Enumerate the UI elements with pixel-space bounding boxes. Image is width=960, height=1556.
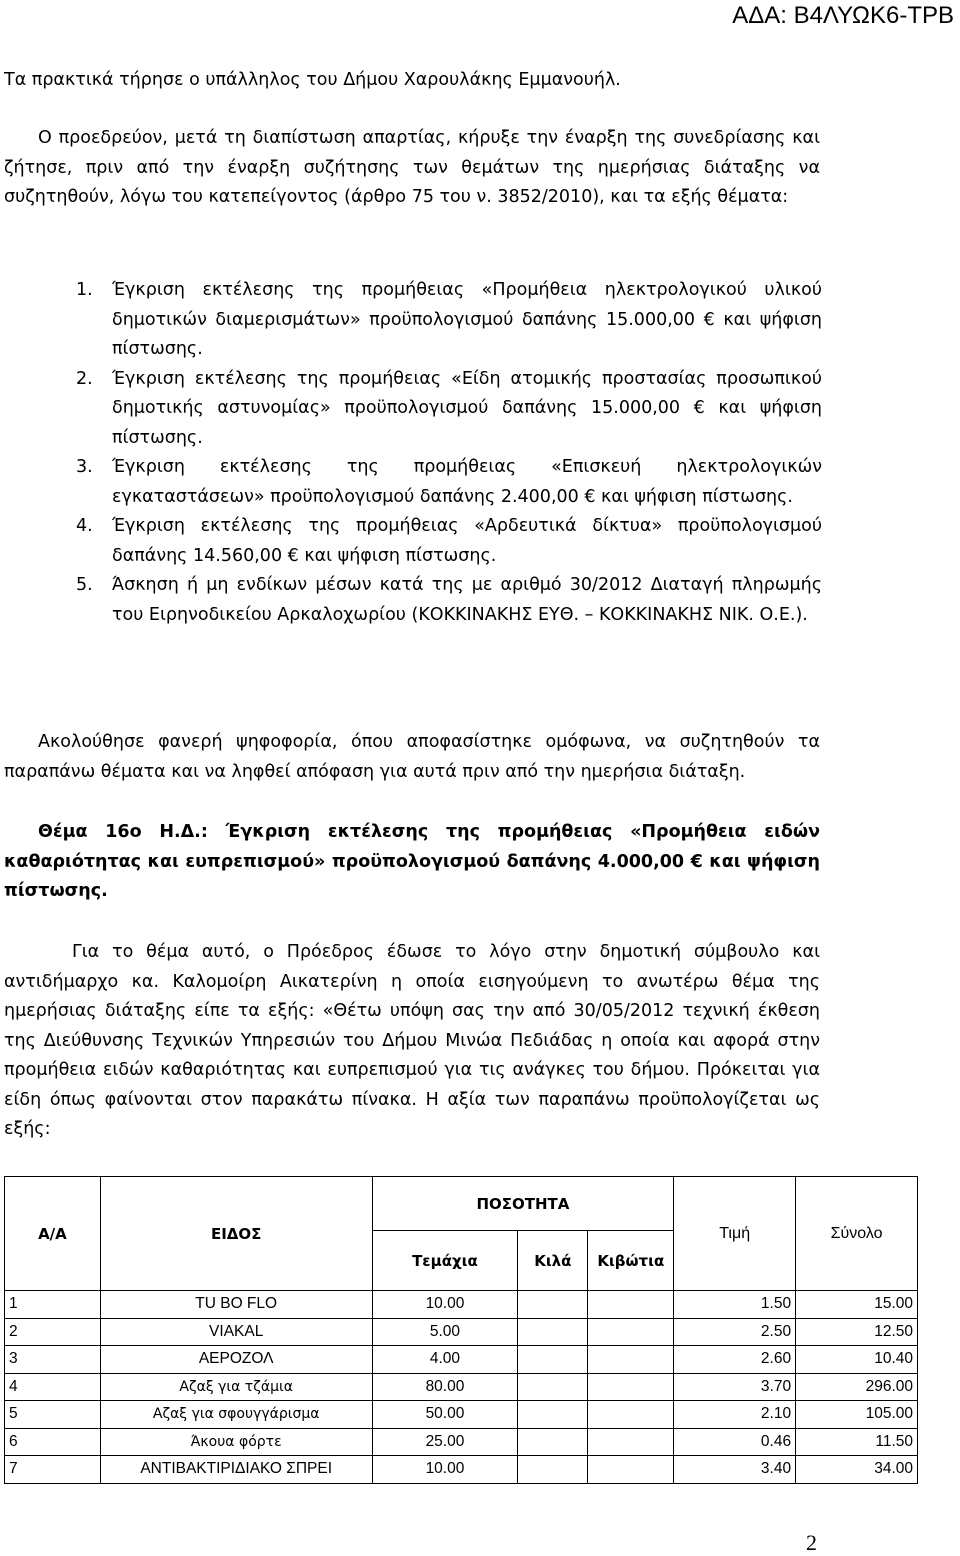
topic-item — [76, 365, 822, 454]
cell-price: 3.70 — [674, 1373, 796, 1401]
cell-pieces: 80.00 — [372, 1373, 518, 1401]
cell-boxes — [588, 1401, 674, 1429]
cell-total: 11.50 — [796, 1428, 918, 1456]
topic-item — [76, 571, 822, 630]
cell-pieces: 25.00 — [372, 1428, 518, 1456]
subject-heading: Θέμα 16ο Η.Δ.: Έγκριση εκτέλεσης της προμήθειας «Προμήθεια ειδών καθαριότητας και ευπρεπισμού» προϋπολογισμού δαπάνης 4.000,00 € και ψήφιση πίστωσης. — [4, 822, 820, 901]
topic-number: 2. — [76, 368, 93, 389]
cell-price: 1.50 — [674, 1291, 796, 1319]
table-row — [5, 1318, 918, 1346]
cell-total: 296.00 — [796, 1373, 918, 1401]
items-table — [4, 1176, 918, 1484]
cell-aa: 3 — [5, 1346, 101, 1374]
topic-text: Άσκηση ή μη ενδίκων μέσων κατά της με αριθμό 30/2012 Διαταγή πληρωμής του Ειρηνοδικείου Αρκαλοχωρίου (ΚΟΚΚΙΝΑΚΗΣ ΕΥΘ. – ΚΟΚΚΙΝΑΚΗΣ ΝΙΚ. Ο.Ε.). — [112, 575, 822, 625]
topics-list — [76, 276, 822, 630]
page-number: 2 — [806, 1530, 817, 1555]
intro-line: Τα πρακτικά τήρησε ο υπάλληλος του Δήμου Χαρουλάκης Εμμανουήλ. — [4, 70, 621, 90]
topic-item — [76, 512, 822, 571]
cell-boxes — [588, 1346, 674, 1374]
cell-boxes — [588, 1428, 674, 1456]
cell-item: Αζαξ για τζάμια — [100, 1373, 372, 1401]
cell-total: 10.40 — [796, 1346, 918, 1374]
header-pieces: Τεμάχια — [372, 1231, 518, 1291]
cell-item: VIAKAL — [100, 1318, 372, 1346]
table-row — [5, 1373, 918, 1401]
table-row — [5, 1346, 918, 1374]
cell-kilos — [518, 1291, 588, 1319]
topic-number: 5. — [76, 575, 93, 595]
cell-aa: 2 — [5, 1318, 101, 1346]
ada-code: ΑΔΑ: Β4ΛΥΩΚ6-ΤΡΒ — [732, 2, 954, 29]
table-row — [5, 1428, 918, 1456]
vote-paragraph: Ακολούθησε φανερή ψηφοφορία, όπου αποφασίστηκε ομόφωνα, να συζητηθούν τα παραπάνω θέματα και να ληφθεί απόφαση για αυτά πριν από την ημερήσια διάταξη. — [4, 732, 820, 782]
cell-kilos — [518, 1401, 588, 1429]
cell-pieces: 10.00 — [372, 1291, 518, 1319]
cell-boxes — [588, 1318, 674, 1346]
header-price: Τιμή — [674, 1177, 796, 1291]
cell-item: Άκουα φόρτε — [100, 1428, 372, 1456]
topic-text: Έγκριση εκτέλεσης της προμήθειας «Επισκευή ηλεκτρολογικών εγκαταστάσεων» προϋπολογισμού δαπάνης 2.400,00 € και ψήφιση πίστωσης. — [112, 457, 822, 507]
table-row — [5, 1401, 918, 1429]
topic-item — [76, 453, 822, 512]
cell-boxes — [588, 1373, 674, 1401]
topic-item — [76, 276, 822, 365]
cell-boxes — [588, 1456, 674, 1484]
topic-number: 4. — [76, 516, 93, 536]
cell-price: 3.40 — [674, 1456, 796, 1484]
cell-pieces: 4.00 — [372, 1346, 518, 1374]
cell-aa: 7 — [5, 1456, 101, 1484]
cell-pieces: 5.00 — [372, 1318, 518, 1346]
header-aa: Α/Α — [5, 1177, 101, 1291]
topic-number: 1. — [76, 280, 93, 300]
cell-total: 105.00 — [796, 1401, 918, 1429]
cell-boxes — [588, 1291, 674, 1319]
topic-text: Έγκριση εκτέλεσης της προμήθειας «Προμήθεια ηλεκτρολογικού υλικού δημοτικών διαμερισμάτων» προϋπολογισμού δαπάνης 15.000,00 € και ψήφιση πίστωσης. — [112, 280, 822, 359]
header-item: ΕΙΔΟΣ — [100, 1177, 372, 1291]
topic-text: Έγκριση εκτέλεσης της προμήθειας «Είδη ατομικής προστασίας προσωπικού δημοτικής αστυνομίας» προϋπολογισμού δαπάνης 15.000,00 € και ψήφιση πίστωσης. — [112, 368, 822, 448]
cell-price: 2.10 — [674, 1401, 796, 1429]
cell-item: Αζαξ για σφουγγάρισμα — [100, 1401, 372, 1429]
table-row — [5, 1456, 918, 1484]
cell-total: 15.00 — [796, 1291, 918, 1319]
cell-aa: 4 — [5, 1373, 101, 1401]
cell-item: TU BO FLO — [100, 1291, 372, 1319]
cell-pieces: 10.00 — [372, 1456, 518, 1484]
cell-kilos — [518, 1318, 588, 1346]
cell-kilos — [518, 1428, 588, 1456]
cell-item: ΑΝΤΙΒΑΚΤΙΡΙΔΙΑΚΟ ΣΠΡΕΙ — [100, 1456, 372, 1484]
header-kilos: Κιλά — [518, 1231, 588, 1291]
cell-total: 12.50 — [796, 1318, 918, 1346]
cell-kilos — [518, 1456, 588, 1484]
cell-kilos — [518, 1373, 588, 1401]
cell-total: 34.00 — [796, 1456, 918, 1484]
cell-pieces: 50.00 — [372, 1401, 518, 1429]
topic-text: Έγκριση εκτέλεσης της προμήθειας «Αρδευτικά δίκτυα» προϋπολογισμού δαπάνης 14.560,00 € και ψήφιση πίστωσης. — [112, 516, 822, 566]
cell-price: 2.50 — [674, 1318, 796, 1346]
cell-aa: 1 — [5, 1291, 101, 1319]
header-quantity: ΠΟΣΟΤΗΤΑ — [372, 1177, 674, 1231]
body-paragraph: Για το θέμα αυτό, ο Πρόεδρος έδωσε το λόγο στην δημοτική σύμβουλο και αντιδήμαρχο κα. Καλομοίρη Αικατερίνη η οποία εισηγούμενη το ανωτέρω θέμα της ημερήσιας διάταξης είπε τα εξής: «Θέτω υπόψη σας την από 30/05/2012 τεχνική έκθεση της Διεύθυνσης Τεχνικών Υπηρεσιών του Δήμου Μινώα Πεδιάδας η οποία και αφορά στην προμήθεια ειδών καθαριότητας και ευπρεπισμού για τις ανάγκες του δήμου. Πρόκειται για είδη όπως φαίνονται στον παρακάτω πίνακα. Η αξία των παραπάνω προϋπολογίζεται ως εξής: — [4, 942, 820, 1139]
header-total: Σύνολο — [796, 1177, 918, 1291]
header-boxes: Κιβώτια — [588, 1231, 674, 1291]
cell-item: ΑΕΡΟΖΟΛ — [100, 1346, 372, 1374]
cell-price: 0.46 — [674, 1428, 796, 1456]
cell-kilos — [518, 1346, 588, 1374]
cell-aa: 5 — [5, 1401, 101, 1429]
cell-aa: 6 — [5, 1428, 101, 1456]
table-row — [5, 1291, 918, 1319]
chair-paragraph: Ο προεδρεύον, μετά τη διαπίστωση απαρτίας, κήρυξε την έναρξη της συνεδρίασης και ζήτησε, πριν από την έναρξη συζήτησης των θεμάτων της ημερήσιας διάταξης να συζητηθούν, λόγω του κατεπείγοντος (άρθρο 75 του ν. 3852/2010), και τα εξής θέματα: — [4, 128, 820, 207]
topic-number: 3. — [76, 457, 93, 477]
cell-price: 2.60 — [674, 1346, 796, 1374]
